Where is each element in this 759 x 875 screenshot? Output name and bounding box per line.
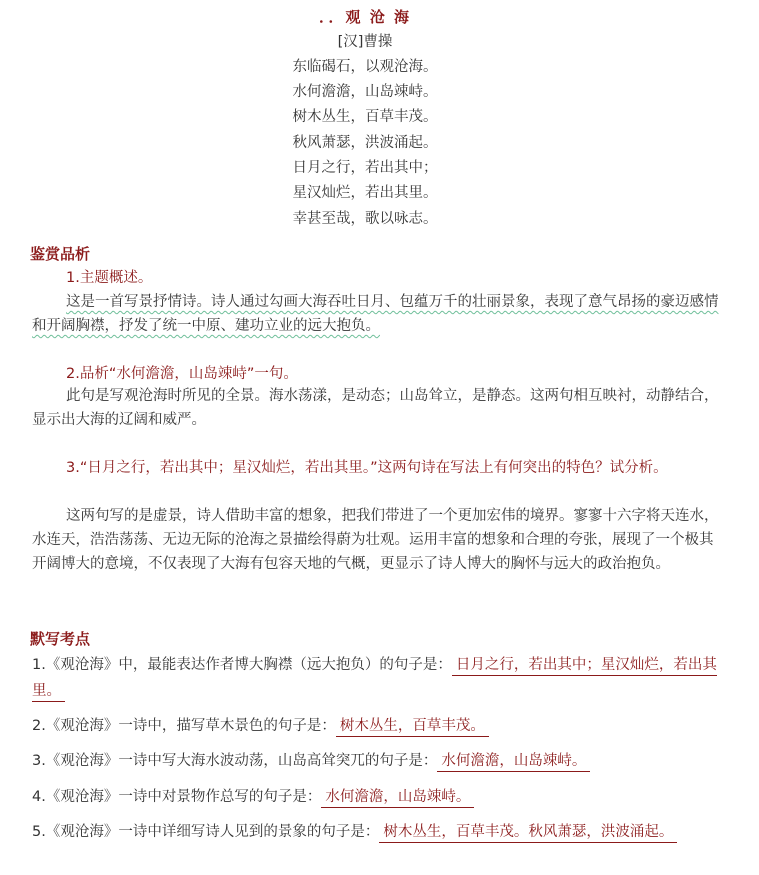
dictation-question: 3.《观沧海》一诗中写大海水波动荡，山岛高耸突兀的句子是： [32, 753, 438, 769]
poem-author: [汉]曹操 [337, 34, 393, 50]
dictation-answer: 水何澹澹，山岛竦峙。 [437, 753, 590, 772]
dictation-question: 2.《观沧海》一诗中，描写草木景色的句子是： [32, 718, 336, 734]
poem-line: 树木丛生，百草丰茂。 [292, 109, 438, 125]
dictation-answer: 水何澹澹，山岛竦峙。 [321, 789, 474, 808]
dictation-item-1 [32, 652, 722, 704]
dictation-item-2 [32, 713, 722, 739]
poem-line: 幸甚至哉，歌以咏志。 [292, 211, 438, 227]
appreciation-heading: 鉴赏品析 [30, 245, 91, 263]
appreciation-answer-3: 这两句写的是虚景，诗人借助丰富的想象，把我们带进了一个更加宏伟的境界。寥寥十六字将天连水，水连天，浩浩荡荡、无边无际的沧海之景描绘得蔚为壮观。运用丰富的想象和合理的夸张，展现了一个极其开阔博大的意境，不仅表现了大海有包容天地的气概，更显示了诗人博大的胸怀与远大的政治抱负。 [32, 508, 719, 572]
dictation-item-5 [32, 819, 722, 845]
appreciation-question-2: 2.品析“水何澹澹，山岛竦峙”一句。 [66, 366, 298, 382]
dictation-question: 5.《观沧海》一诗中详细写诗人见到的景象的句子是： [32, 824, 380, 840]
appreciation-question-3: 3.“日月之行，若出其中；星汉灿烂，若出其里。”这两句诗在写法上有何突出的特色？试分析。 [66, 460, 668, 476]
answer-1-text: 这是一首写景抒情诗。诗人通过勾画大海吞吐日月、包蕴万千的壮丽景象，表现了意气昂扬的豪迈感情和开阔胸襟，抒发了统一中原、建功立业的远大抱负。 [32, 294, 719, 334]
dictation-question: 1.《观沧海》中，最能表达作者博大胸襟（远大抱负）的句子是： [32, 657, 452, 673]
poem-line: 东临碣石，以观沧海。 [292, 59, 438, 75]
poem-line: 日月之行，若出其中； [292, 160, 438, 176]
poem-line: 秋风萧瑟，洪波涌起。 [292, 135, 438, 151]
dictation-item-3 [32, 748, 722, 774]
dictation-item-4 [32, 784, 722, 810]
dictation-question: 4.《观沧海》一诗中对景物作总写的句子是： [32, 789, 322, 805]
dictation-answer: 树木丛生，百草丰茂。秋风萧瑟，洪波涌起。 [379, 824, 677, 843]
poem-line: 星汉灿烂，若出其里。 [292, 185, 438, 201]
poem-title: ．．观 沧 海 [319, 8, 411, 26]
poem-line: 水何澹澹，山岛竦峙。 [292, 84, 438, 100]
appreciation-answer-1 [32, 290, 722, 338]
dictation-answer: 日月之行，若出其中；星汉灿烂，若出其里。 [32, 657, 717, 702]
appreciation-answer-2: 此句是写观沧海时所见的全景。海水荡漾，是动态；山岛耸立，是静态。这两句相互映衬，动静结合，显示出大海的辽阔和威严。 [32, 388, 719, 428]
appreciation-question-1: 1.主题概述。 [66, 270, 153, 286]
dictation-heading: 默写考点 [30, 630, 91, 648]
dictation-answer: 树木丛生，百草丰茂。 [336, 718, 489, 737]
